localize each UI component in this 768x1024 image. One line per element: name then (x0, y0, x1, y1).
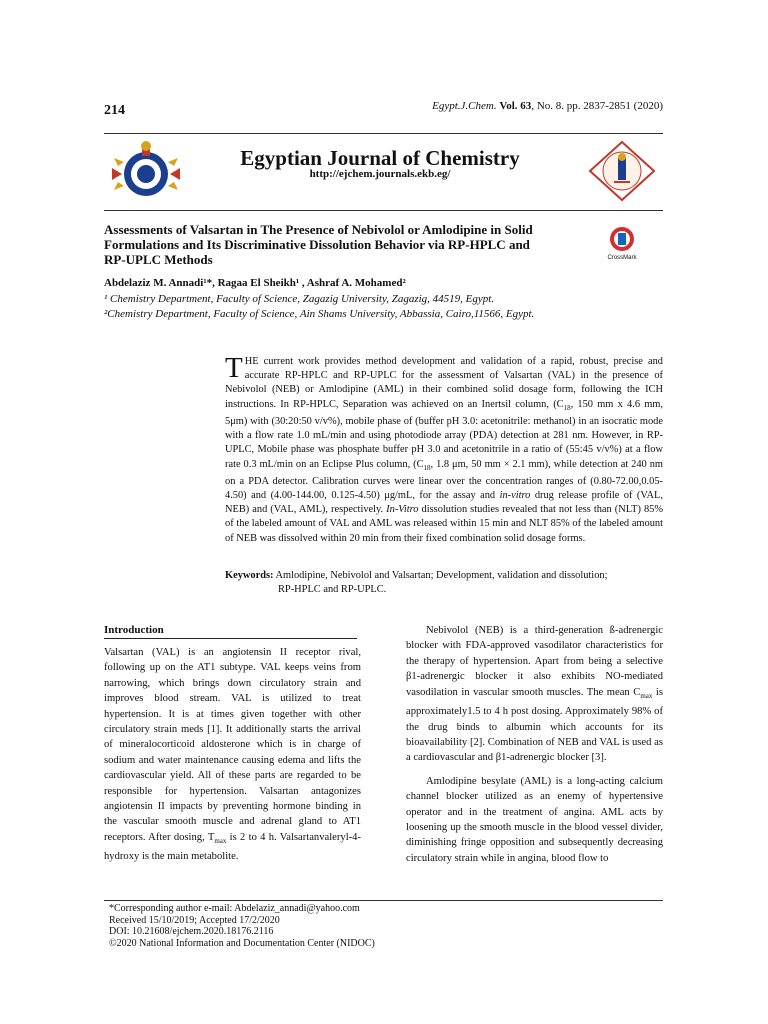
affiliation-2: ²Chemistry Department, Faculty of Science, Ain Shams University, Abbassia, Cairo,11566, Egypt. (104, 308, 535, 320)
page-number: 214 (104, 103, 125, 118)
intro-text: is approximately1.5 to 4 h post dosing. Approximately 98% of the drug binds to albumin which accounts for its bioavailability [2]. Combination of NEB and VAL is used as a cardiovascular and β1-adrenergic blocker [3]. (406, 686, 663, 764)
title-rule (104, 210, 663, 211)
paragraph-amlodipine: Amlodipine besylate (AML) is a long-acting calcium channel blocker utilized as an enemy of hypertensive operator and in the treatment of angina. AML acts by loosening up the smooth muscle in the blood vessel divider, diminishing fringe opposition and subsequently decreasing circulatory strain while in angina, blood flow to (406, 775, 663, 864)
abstract-text: , 1.8 μm, 50 mm × 2.1 mm), while detection at 240 nm on a PDA detector. Calibration curves were linear over the concentration ranges of (0.80-72.00,0.05-4.50) and (4.00-144.00, 0.125-4.50) μg/mL, for the assay and (225, 458, 663, 501)
keywords-line-2: RP-HPLC and RP-UPLC. (278, 584, 387, 596)
affiliation-1: ¹ Chemistry Department, Faculty of Science, Zagazig University, Zagazig, 44519, Egypt. (104, 293, 495, 305)
abstract-subscript: 18 (563, 403, 571, 412)
paragraph-nebivolol (406, 623, 663, 766)
footnote-rule (104, 900, 663, 901)
authors: Abdelaziz M. Annadi¹*, Ragaa El Sheikh¹ , Ashraf A. Mohamed² (104, 277, 406, 289)
intro-text: Valsartan (VAL) is an angiotensin II receptor rival, following up on the AT1 subtype. VAL keeps veins from narrowing, which brings down circulatory strain and improves blood stream. VAL is utilized to treat hypertension. It is at times given together with other circulatory strain meds [1]. It additionally starts the arrival of mineralocorticoid aldosterone which is in charge of sodium and water maintenance causing edema and lifts the cardiovascular yield. All of these parts are regarded to be responsible for hypertension. Valsartan antagonizes angiotensin II impacts by preventing hormone binding in the vascular smooth muscle and adrenal gland to AT1 receptors. After dosing, T (104, 647, 361, 843)
volume: Vol. 63 (499, 100, 532, 112)
intro-subscript: max (640, 691, 653, 700)
journal-abbrev: Egypt.J.Chem. (432, 100, 497, 112)
abstract-italic: in-vitro (499, 489, 531, 501)
abstract-text: , 150 mm x 4.6 mm, 5μm) with (30:20:50 v/v%), mobile phase of (buffer pH 3.0: acetonitrile: methanol) in an isocratic mode with a flow rate 1.0 mL/min and using photodiode array (PDA) detection at 281 nm. However, in RP-UPLC, Mobile phase was phosphate buffer pH 3.0 and acetonitrile in a ratio of (55:45 v/v%) at a flow rate 0.3 mL/min on an Eclipse Plus column, (C (225, 398, 663, 470)
journal-title: Egyptian Journal of Chemistry (240, 146, 520, 170)
crossmark-label: CrossMark (607, 255, 637, 261)
doi: DOI: 10.21608/ejchem.2020.18176.2116 (109, 926, 274, 938)
received-dates: Received 15/10/2019; Accepted 17/2/2020 (109, 914, 280, 926)
abstract-text: dissolution studies revealed that not less than (NLT) 85% of the labeled amount of VAL and AML was released within 15 min and NLT 85% of the labeled amount of NEB was dissolved within 20 min from their fixed combination solid dosage forms. (225, 504, 663, 544)
intro-text: Nebivolol (NEB) is a third-generation ß-adrenergic blocker with FDA-approved vasodilator characteristics for the therapy of hypertension. Apart from being a selective β1-adrenergic blocker it also exhibits NO-mediated vasodilation in vascular smooth muscles. The mean C (406, 625, 663, 698)
issue-pages: , No. 8. pp. 2837-2851 (2020) (531, 100, 663, 112)
corresponding-author: *Corresponding author e-mail: Abdelaziz_annadi@yahoo.com (109, 903, 360, 914)
intro-left-column (104, 645, 361, 865)
article-title: Assessments of Valsartan in The Presence of Nebivolol or Amlodipine in Solid Formulations and Its Discriminative Dissolution Behavior via RP-HPLC and RP-UPLC Methods (104, 222, 533, 267)
intro-subscript: max (214, 836, 227, 845)
abstract-subscript: 18 (423, 463, 431, 472)
footnotes (109, 903, 609, 949)
abstract-italic: In-Vitro (386, 504, 419, 516)
keywords-label: Keywords: (225, 570, 274, 581)
abstract (225, 352, 663, 546)
intro-text: is 2 to 4 h. Valsartanvaleryl-4-hydroxy is the main metabolite. (104, 831, 361, 863)
abstract-text: drug release profile of (VAL, NEB) and (VAL, AML), respectively. (225, 489, 663, 516)
intro-right-column (406, 623, 663, 866)
abstract-dropcap: T (225, 352, 243, 384)
introduction-heading: Introduction (104, 624, 357, 639)
header-rule (104, 133, 663, 134)
journal-logo-icon (108, 140, 184, 204)
keywords (225, 569, 663, 597)
keywords-line-1: Amlodipine, Nebivolol and Valsartan; Development, validation and dissolution; (273, 570, 608, 581)
abstract-text: HE current work provides method development and validation of a rapid, robust, precise and accurate RP-HPLC and RP-UPLC for the assessment of Valsartan (VAL) in the presence of Nebivolol (NEB) or Amlodipine (AML) in their combined solid dosage form, following the ICH instructions. In RP-HPLC, Separation was achieved on an Inertsil column, (C (225, 356, 663, 410)
copyright: ©2020 National Information and Documentation Center (NIDOC) (109, 937, 375, 949)
journal-url[interactable]: http://ejchem.journals.ekb.eg/ (309, 168, 451, 180)
society-seal-icon (586, 140, 658, 202)
citation (432, 100, 663, 112)
